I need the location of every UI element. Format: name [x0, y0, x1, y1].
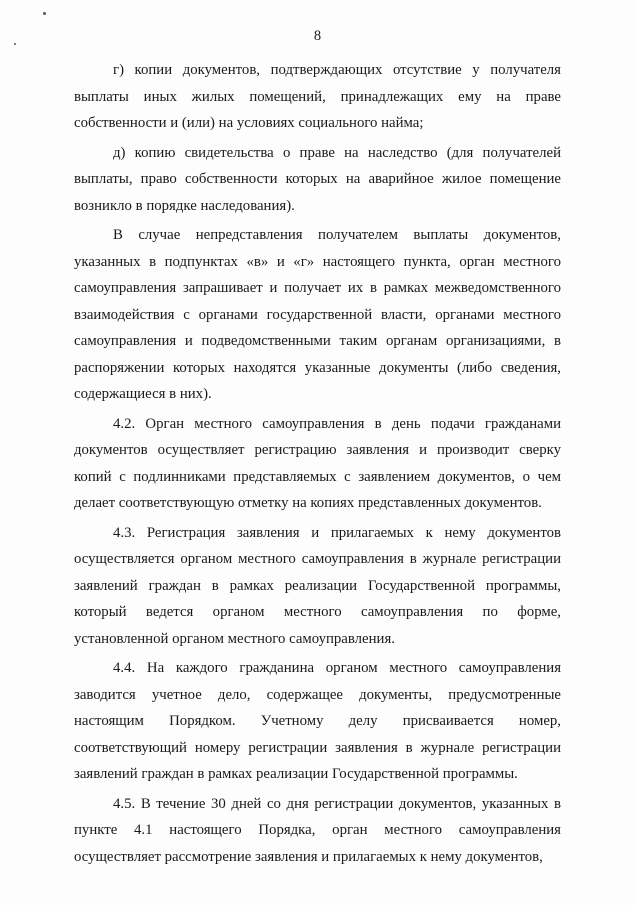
- paragraph-4-3: 4.3. Регистрация заявления и прилагаемых к нему документов осуществляется органом местного самоуправления в журнале регистрации заявлений граждан в рамках реализации Государственной программы, который ведется органом местного самоуправления по форме, установленной органом местного самоуправления.: [74, 524, 561, 647]
- paragraph-item-d: д) копию свидетельства о праве на наследство (для получателей выплаты, право собственности которых на аварийное жилое помещение возникло в порядке наследования).: [74, 144, 561, 214]
- paragraph-4-2: 4.2. Орган местного самоуправления в день подачи гражданами документов осуществляет регистрацию заявления и производит сверку копий с подлинниками представляемых с заявлением документов, о чем делает соответствующую отметку на копиях представленных документов.: [74, 415, 561, 511]
- scan-speck: [43, 12, 46, 15]
- paragraph-item-g: г) копии документов, подтверждающих отсутствие у получателя выплаты иных жилых помещений, принадлежащих ему на праве собственности и (или) на условиях социального найма;: [74, 62, 561, 131]
- paragraph-nonsubmission: В случае непредставления получателем выплаты документов, указанных в подпунктах «в» и «г» настоящего пункта, орган местного самоуправления запрашивает и получает их в рамках межведомственного взаимодействия с органами государственной власти, органами местного самоуправления и подведомственными таким органам организациями, в распоряжении которых находятся указанные документы (либо сведения, содержащиеся в них).: [74, 227, 561, 402]
- paragraph-4-4: 4.4. На каждого гражданина органом местного самоуправления заводится учетное дело, содержащее документы, предусмотренные настоящим Порядком. Учетному делу присваивается номер, соответствующий номеру регистрации заявления в журнале регистрации заявлений граждан в рамках реализации Государственной программы.: [74, 660, 561, 782]
- page-number: 8: [313, 28, 322, 44]
- document-body: [74, 57, 561, 870]
- paragraph-4-5: 4.5. В течение 30 дней со дня регистрации документов, указанных в пункте 4.1 настоящего Порядка, орган местного самоуправления осуществляет рассмотрение заявления и прилагаемых к нему документов,: [74, 795, 561, 865]
